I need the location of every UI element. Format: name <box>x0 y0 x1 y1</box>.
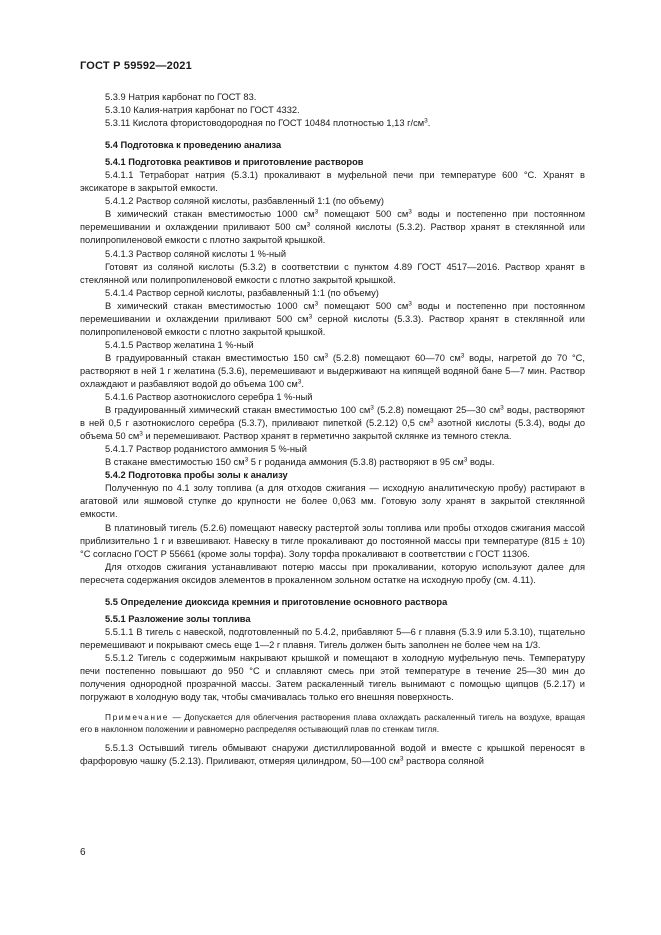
superscript: 3 <box>424 117 428 125</box>
text: воды, растворяют в ней 0,5 г азотнокислого серебра (5.3.7), приливают пипеткой (5.2.12) 0,5 см <box>80 405 585 429</box>
superscript: 3 <box>308 313 313 321</box>
paragraph-5-4-1-1: 5.4.1.1 Тетраборат натрия (5.3.1) прокаливают в муфельной печи при температуре 600 °С. Хранят в эксикаторе в закрытой емкости. <box>80 170 585 194</box>
superscript: 3 <box>306 221 311 229</box>
text: В химический стакан вместимостью 1000 см <box>105 209 315 220</box>
paragraph-hcl-dilution <box>80 208 585 247</box>
superscript: 3 <box>408 300 412 308</box>
text: и перемешивают. Раствор хранят в герметично закрытой склянке из темного стекла. <box>142 431 512 442</box>
note <box>80 711 585 735</box>
paragraph-5-5-1-3 <box>80 742 585 768</box>
text: (5.2.8) помещают 25—30 см <box>373 405 501 416</box>
superscript: 3 <box>399 755 404 763</box>
superscript: 3 <box>297 378 302 386</box>
paragraph-5-5-1-1: 5.5.1.1 В тигель с навеской, подготовленный по 5.4.2, прибавляют 5—6 г плавня (5.3.9 или 5.3.10), тщательно перемешивают и покрывают смесь еще 1—2 г плавня. Тигель должен быть заполнен не более чем на 1/3. <box>80 626 585 650</box>
subsection-heading-5-4-2: 5.4.2 Подготовка пробы золы к анализу <box>105 470 288 481</box>
text: воды и постепенно при постоянном перемешивании и охлаждении приливают 500 см <box>80 209 585 233</box>
item-5-4-1-4: 5.4.1.4 Раствор серной кислоты, разбавленный 1:1 (по объему) <box>105 287 379 298</box>
superscript: 3 <box>314 208 319 216</box>
text: 5.5.1.3 Остывший тигель обмывают снаружи дистиллированной водой и вместе с крышкой переносят в фарфоровую чашку (5.2.13). Приливают, отмеряя цилиндром, 50—100 см <box>80 743 585 767</box>
paragraph-h2so4-dilution <box>80 300 585 339</box>
note-text: — Допускается для облегчения растворения плава охлаждать раскаленный тигель на воздухе, вращая его в наклонном положении и равномерно распределяя остывающий плав по стенкам тигля. <box>80 712 585 735</box>
paragraph-ash-grinding: Полученную по 4.1 золу топлива (а для отходов сжигания — исходную аналитическую пробу) растирают в агатовой или яшмовой ступке до крупности не более 0,063 мм. Готовую золу хранят в закрытой стеклянной емкости. <box>80 483 585 520</box>
text: раствора соляной <box>403 756 484 767</box>
item-5-4-1-2: 5.4.1.2 Раствор соляной кислоты, разбавленный 1:1 (по объему) <box>105 196 385 207</box>
text: азотной кислоты (5.3.4), воды до объема 50 см <box>80 418 585 442</box>
text: (5.2.8) помещают 60—70 см <box>328 352 461 363</box>
superscript: 3 <box>429 417 434 425</box>
standard-header: ГОСТ Р 59592—2021 <box>80 60 192 72</box>
page-number: 6 <box>80 847 86 858</box>
text: В химический стакан вместимостью 1000 см <box>105 300 315 311</box>
section-heading-5-4: 5.4 Подготовка к проведению анализа <box>105 140 282 151</box>
paragraph-crucible-calcination: В платиновый тигель (5.2.6) помещают навеску растертой золы топлива или пробы отходов сжигания массой приблизительно 1 г и взвешивают. Навеску в тигле прокаливают до постоянной массы при температуре (815 ± 10) °С согласно ГОСТ Р 55661 (кроме золы торфа). Золу торфа прокаливают в соответствии с ГОСТ 11306. <box>80 522 585 559</box>
item-5-4-1-3: 5.4.1.3 Раствор соляной кислоты 1 %-ный <box>105 248 287 259</box>
text: В стакане вместимостью 150 см <box>105 457 245 468</box>
item-5-4-1-6: 5.4.1.6 Раствор азотнокислого серебра 1 %-ный <box>105 392 313 403</box>
text: воды. <box>467 457 495 468</box>
paragraph-silver-nitrate <box>80 404 585 443</box>
subsection-heading-5-4-1: 5.4.1 Подготовка реактивов и приготовление растворов <box>105 157 364 168</box>
superscript: 3 <box>463 456 468 464</box>
superscript: 3 <box>460 352 465 360</box>
text: воды и постепенно при постоянном перемешивании и охлаждении приливают 500 см <box>80 300 585 324</box>
superscript: 3 <box>500 404 504 412</box>
text: помещают 500 см <box>318 209 409 220</box>
superscript: 3 <box>370 404 374 412</box>
text: соляной кислоты (5.3.2). Раствор хранят в стеклянной или полипропиленовой емкости с плотно закрытой крышкой. <box>80 222 585 246</box>
superscript: 3 <box>324 352 329 360</box>
text: серной кислоты (5.3.3). Раствор хранят в стеклянной или полипропиленовой емкости с плотно закрытой крышкой. <box>80 313 585 337</box>
item-5-3-11: 5.3.11 Кислота фтористоводородная по ГОСТ 10484 плотностью 1,13 $г/см^3$. <box>105 117 431 129</box>
paragraph-5-5-1-2: 5.5.1.2 Тигель с содержимым накрывают крышкой и помещают в холодную муфельную печь. Температуру печи постепенно повышают до 950 °С и сплавляют смесь при этой температуре в течение 25—30 мин до получения однородной прозрачной массы. Затем раскаленный тигель вынимают с помощью щипцов (5.2.17) и погружают в холодную воду так, чтобы смачивалась только его внешняя поверхность. <box>80 652 585 703</box>
item-5-4-1-7: 5.4.1.7 Раствор роданистого аммония 5 %-ный <box>105 444 307 455</box>
subsection-heading-5-5-1: 5.5.1 Разложение золы топлива <box>105 613 251 624</box>
paragraph-hcl-1pct: Готовят из соляной кислоты (5.3.2) в соответствии с пунктом 4.89 ГОСТ 4517—2016. Раствор хранят в стеклянной или полипропиленовой емкости с плотно закрытой крышкой. <box>80 261 585 285</box>
paragraph-mass-loss: Для отходов сжигания устанавливают потерю массы при прокаливании, которую используют далее для пересчета содержания оксидов элементов в прокаленном зольном остатке на исходную пробу (см. 4.11). <box>80 561 585 585</box>
section-heading-5-5: 5.5 Определение диоксида кремния и приготовление основного раствора <box>105 596 448 607</box>
text: воды, нагретой до 70 °С, растворяют в ней 1 г желатина (5.3.6), перемешивают и выдерживают на кипящей водяной бане 5—7 мин. Раствор охлаждают и разбавляют водой до объема 100 см <box>80 352 585 389</box>
paragraph-gelatin: В градуированный стакан вместимостью 150 $см^3$ (5.2.8) помещают 60—70 $см^3$ воды, нагретой до 70 °С, растворяют в ней 1 г желатина (5.3.6), перемешивают и выдерживают на кипящей водяной бане 5—7 мин. Раствор охлаждают и разбавляют водой до объема 100 $см^3$. <box>80 352 585 389</box>
item-5-4-1-5: 5.4.1.5 Раствор желатина 1 %-ный <box>105 339 254 350</box>
note-label: Примечание <box>105 712 170 723</box>
superscript: 3 <box>244 456 249 464</box>
text: 5.3.11 Кислота фтористоводородная по ГОСТ 10484 плотностью 1,13 г/см <box>105 118 425 129</box>
superscript: 3 <box>314 300 319 308</box>
item-5-3-10: 5.3.10 Калия-натрия карбонат по ГОСТ 4332. <box>105 105 300 116</box>
text: 5 г роданида аммония (5.3.8) растворяют в 95 см <box>248 457 464 468</box>
item-5-3-9: 5.3.9 Натрия карбонат по ГОСТ 83. <box>105 92 257 102</box>
text: помещают 500 см <box>318 300 409 311</box>
text: В градуированный стакан вместимостью 150 см <box>105 352 325 363</box>
superscript: 3 <box>139 430 143 438</box>
text: В градуированный химический стакан вместимостью 100 см <box>105 405 371 416</box>
paragraph-ammonium-thiocyanate <box>80 456 585 469</box>
superscript: 3 <box>408 208 412 216</box>
document-body <box>80 91 585 768</box>
